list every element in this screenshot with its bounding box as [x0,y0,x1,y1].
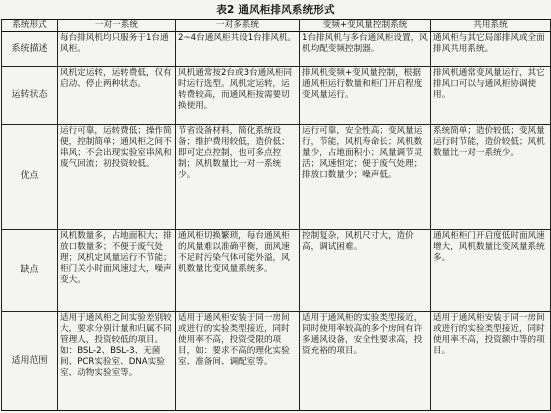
table-cell: 排风机通常变风量运行，其它排风口可以与通风柜协调使用。 [431,67,551,125]
table-cell: 风机定运转，运转费低，仅有启动、停止两种状态。 [58,67,176,125]
table-cell: 节省设备材料，简化系统设备；维护费用较低，造价低；即可定点控制，也可多点控制；风机数量比一对一系统少。 [176,124,300,229]
header-system-form: 系统形式 [2,20,58,32]
table-cell: 适用于通风柜之间实验差别较大，要求分别计量和归属不同管理人，投资较低的项目。如：BSL-2、BSL-3、无菌间、PCR实验室、DNA实验室、动物实验室等。 [58,312,176,411]
table-row-disadvantages [2,229,551,311]
table-header-row [2,20,551,32]
table-cell: 运行可靠，安全性高；变风量运行，节能，风机寿命长；风机数量少，占地面积小；风量调节灵活；风速恒定；便于废气处理；排放口数量少；噪声低。 [300,124,431,229]
table-cell: 适用于通风柜安装于同一房间或进行的实验类型接近，同时使用率不高，投资受限的项目，如：要求不高的理化实验室、准备间、调配室等。 [176,312,300,411]
table-cell: 适用于通风柜的实验类型接近，同时使用率较高的多个房间有许多通风设备，安全性要求高，投资充裕的项目。 [300,312,431,411]
row-label-operation: 运转状态 [2,67,58,125]
row-label-description: 系统描述 [2,32,58,67]
table-cell: 风机通常按2台或3台通风柜同时运行选型。风机定运转，运转费较高，而通风柜按需要切换使用。 [176,67,300,125]
table-cell: 通风柜柜门开启度低时面风速增大，风机数量比变风量系统多。 [431,229,551,311]
row-label-disadvantages: 缺点 [2,229,58,311]
table-cell: 通风柜与其它局部排风或全面排风共用系统。 [431,32,551,67]
table-cell: 每台排风机均只服务于1台通风柜。 [58,32,176,67]
table-cell: 通风柜切换繁琐，每台通风柜的风量难以准确平衡，面风速不足时污染气体可能外溢，风机数量比变风量系统多。 [176,229,300,311]
table-row-applicability [2,312,551,411]
table-row-description [2,32,551,67]
header-shared: 共用系统 [431,20,551,32]
table-title: 表2 通风柜排风系统形式 [216,4,335,16]
table-row-advantages [2,124,551,229]
table-cell: 排风机变频+变风量控制，根据通风柜运行数量和柜门开启程度变风量运行。 [300,67,431,125]
table-cell: 适用于通风柜安装于同一房间或进行的实验类型接近，同时使用率不高，投资额中等的项目。 [431,312,551,411]
row-label-applicability: 适用范围 [2,312,58,411]
ventilation-system-table [1,19,551,411]
row-label-advantages: 优点 [2,124,58,229]
table-cell: 控制复杂，风机尺寸大，造价高，调试困难。 [300,229,431,311]
table-cell: 风机数量多，占地面积大；排放口数量多；不便于废气处理；风机定风量运行不节能；柜门关小时面风速过大，噪声变大。 [58,229,176,311]
table-cell: 1台排风机与多台通风柜设置，风机均配变频控制器。 [300,32,431,67]
header-one-to-many: 一对多系统 [176,20,300,32]
table-cell: 2~4台通风柜共设1台排风机。 [176,32,300,67]
table-cell: 运行可靠，运转费低；操作简便，控制简单；通风柜之间不串风；不会出现实验室串风和废气回流；初投资较低。 [58,124,176,229]
header-vfd-vav: 变频+变风量控制系统 [300,20,431,32]
table-cell: 系统简单；造价较低；变风量运行时节能，造价较低；风机数量比一对一系统少。 [431,124,551,229]
header-one-to-one: 一对一系统 [58,20,176,32]
table-row-operation [2,67,551,125]
